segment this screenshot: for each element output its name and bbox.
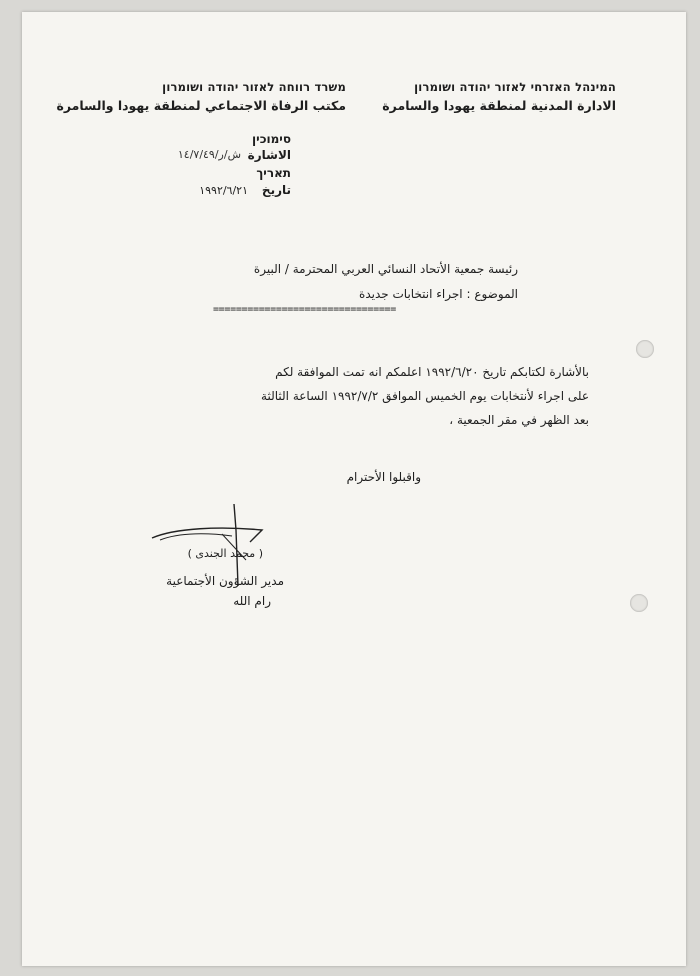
addressee-line: رئيسة جمعية الأتحاد النسائي العربي المحترمة / البيرة xyxy=(253,262,518,276)
date-label-hebrew: תאריך xyxy=(256,166,291,180)
subject-underline: ================================ xyxy=(212,304,396,315)
signatory-title: مدير الشؤون الأجتماعية xyxy=(166,574,284,588)
letterhead-right-hebrew: המינהל האזרחי לאזור יהודה ושומרון xyxy=(414,80,616,94)
signatory-place: رام الله xyxy=(233,594,271,608)
document-page xyxy=(22,12,686,966)
reference-label-hebrew: סימוכין xyxy=(252,132,291,146)
body-line-3: بعد الظهر في مقر الجمعية ، xyxy=(449,413,589,427)
date-value: ١٩٩٢/٦/٢١ xyxy=(199,184,248,197)
signatory-name: ( محمد الجندى ) xyxy=(187,547,263,560)
closing-line: واقبلوا الأحترام xyxy=(346,470,421,484)
reference-value: ش/ر/١٤/٧/٤٩ xyxy=(177,148,241,161)
body-line-2: على اجراء لأنتخابات يوم الخميس الموافق ١٩٩٢/٧/٢ الساعة الثالثة xyxy=(261,389,589,403)
punch-hole-lower xyxy=(630,594,648,612)
body-line-1: بالأشارة لكتابكم تاريخ ١٩٩٢/٦/٢٠ اعلمكم انه تمت الموافقة لكم xyxy=(275,365,589,379)
letterhead-left-arabic: مكتب الرفاة الاجتماعي لمنطقة يهودا والسامرة xyxy=(56,98,346,113)
letterhead-right-arabic: الادارة المدنية لمنطقة يهودا والسامرة xyxy=(382,98,616,113)
date-label-arabic: تاريخ xyxy=(261,183,291,197)
subject-line: الموضوع : اجراء انتخابات جديدة xyxy=(359,287,518,301)
letterhead-left-hebrew: משרד רווחה לאזור יהודה ושומרון xyxy=(162,80,346,94)
punch-hole-upper xyxy=(636,340,654,358)
reference-label-arabic: الاشارة xyxy=(247,148,291,162)
